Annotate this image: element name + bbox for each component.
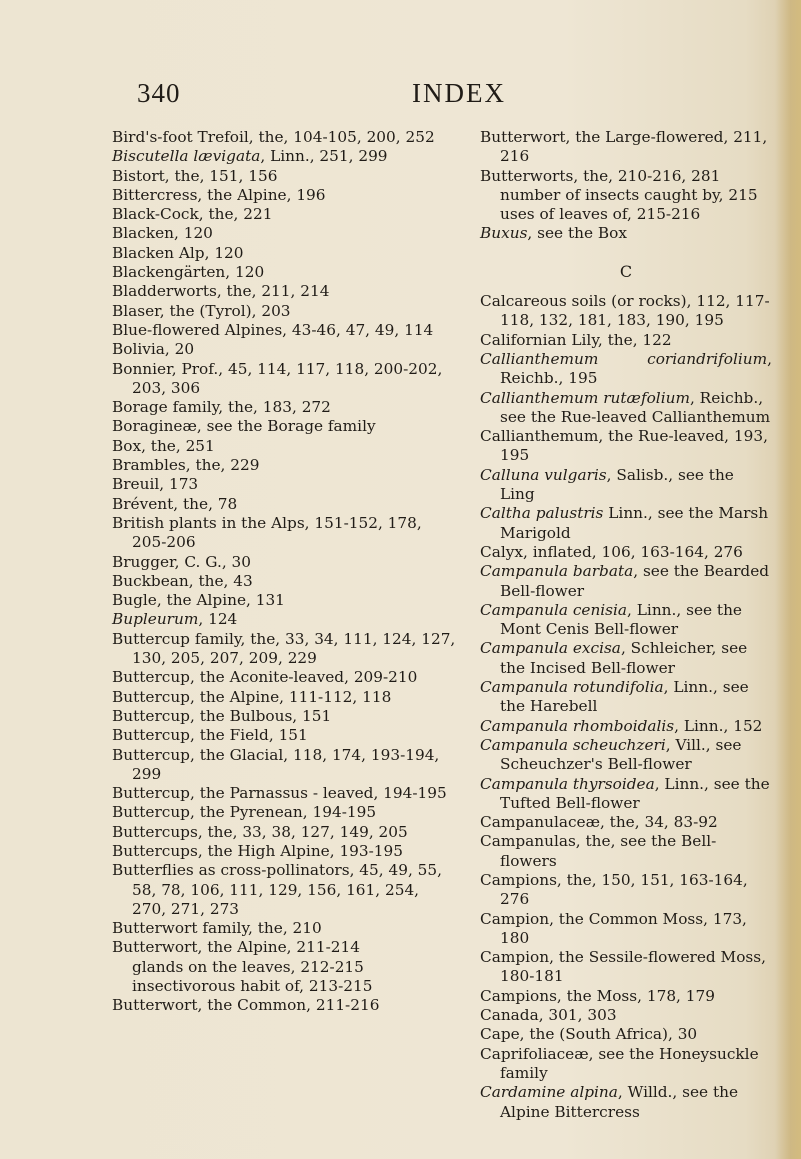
entry-text: Bittercress, the Alpine, 196 [112, 185, 326, 204]
entry-italic-term: Campanula thyrsoidea [480, 774, 655, 793]
entry-text: Californian Lily, the, 122 [480, 330, 672, 349]
index-entry [480, 717, 772, 736]
entry-text: Boragineæ, see the Borage family [112, 417, 376, 436]
index-entry [480, 1006, 772, 1025]
entry-italic-term: Callianthemum rutæfolium [480, 388, 690, 407]
entry-text: Campion, the Sessile-flowered Moss, 180-181 [480, 948, 766, 986]
entry-text: Bladderworts, the, 211, 214 [112, 282, 330, 301]
index-entry [112, 919, 456, 938]
index-entry [480, 331, 772, 350]
entry-italic-term: Campanula cenisia [480, 600, 628, 619]
index-entry [480, 639, 772, 678]
entry-text: Blacken, 120 [112, 224, 213, 243]
entry-text: C [619, 261, 633, 281]
index-entry [112, 784, 456, 803]
entry-text: Butterwort, the Common, 211-216 [112, 996, 380, 1015]
entry-italic-term: Campanula barbata [480, 562, 634, 581]
page-header [0, 78, 801, 114]
index-entry [112, 167, 456, 186]
entry-text: Buttercup, the Bulbous, 151 [112, 706, 332, 725]
index-subentry [112, 977, 456, 996]
index-entry [480, 813, 772, 832]
entry-text: , see the Bearded Bell-flower [500, 562, 770, 600]
entry-text: number of insects caught by, 215 [500, 185, 758, 204]
index-entry [480, 736, 772, 775]
entry-text: Bistort, the, 151, 156 [112, 166, 278, 185]
entry-italic-term: Campanula excisa [480, 639, 621, 658]
entry-text: , Linn., see the Mont Cenis Bell-flower [500, 600, 742, 639]
entry-text: Buttercup, the Alpine, 111-112, 118 [112, 687, 392, 706]
entry-text: Caprifoliaceæ, see the Honeysuckle family [480, 1044, 759, 1082]
index-entry [480, 948, 772, 987]
index-entry [112, 282, 456, 301]
entry-text: , 124 [198, 610, 238, 629]
index-entry [480, 1083, 772, 1122]
entry-italic-term: Caltha palustris [480, 504, 604, 523]
index-entry [112, 244, 456, 263]
index-entry [112, 572, 456, 591]
entry-text: Canada, 301, 303 [480, 1006, 617, 1025]
index-entry [112, 707, 456, 726]
entry-text: Brévent, the, 78 [112, 494, 238, 513]
entry-text: Bolivia, 20 [112, 340, 195, 359]
index-entry [112, 128, 456, 147]
entry-text: , Reichb., see the Rue-leaved Callianthemum [500, 388, 771, 426]
entry-text: Campions, the, 150, 151, 163-164, 276 [480, 870, 748, 909]
entry-text: , Willd., see the Alpine Bittercress [500, 1083, 738, 1121]
index-entry [112, 842, 456, 861]
entry-text: , Linn., see the Harebell [500, 678, 749, 716]
entry-text: , Linn., 152 [674, 716, 763, 735]
index-entry [480, 167, 772, 186]
entry-text: Callianthemum, the Rue-leaved, 193, 195 [480, 427, 768, 465]
entry-text: Buttercup, the Field, 151 [112, 726, 308, 745]
entry-text: Campions, the Moss, 178, 179 [480, 986, 715, 1005]
entry-text: Butterflies as cross-pollinators, 45, 49, 55, 58, 78, 106, 111, 129, 156, 161, 254, 270, 271, 273 [112, 861, 443, 918]
entry-text: Bonnier, Prof., 45, 114, 117, 118, 200-202, 203, 306 [112, 359, 443, 397]
index-column-left [112, 128, 456, 1016]
entry-italic-term: Campanula scheuchzeri [480, 735, 666, 754]
index-entry [112, 746, 456, 785]
index-subentry [112, 958, 456, 977]
index-entry [112, 610, 456, 629]
index-entry [480, 832, 772, 871]
entry-text: Borage family, the, 183, 272 [112, 398, 331, 417]
entry-text: Breuil, 173 [112, 475, 199, 494]
index-entry [480, 562, 772, 601]
entry-text: Black-Cock, the, 221 [112, 205, 273, 224]
page-number: 340 [137, 78, 181, 108]
index-entry [480, 350, 772, 389]
index-entry [112, 456, 456, 475]
index-entry [480, 427, 772, 466]
index-entry [480, 678, 772, 717]
entry-italic-term: Campanula rotundifolia [480, 678, 664, 697]
entry-text: Buttercup, the Parnassus - leaved, 194-195 [112, 784, 447, 803]
index-entry [480, 910, 772, 949]
entry-text: Butterworts, the, 210-216, 281 [480, 166, 721, 185]
index-entry [480, 1025, 772, 1044]
entry-text: Buckbean, the, 43 [112, 571, 253, 590]
index-entry [112, 475, 456, 494]
index-entry [480, 389, 772, 428]
entry-text: Cape, the (South Africa), 30 [480, 1025, 698, 1044]
entry-text: Campanulaceæ, the, 34, 83-92 [480, 813, 718, 832]
entry-text: Buttercup family, the, 33, 34, 111, 124, 127, 130, 205, 207, 209, 229 [112, 629, 456, 668]
entry-text: Butterwort, the Large-flowered, 211, 216 [480, 128, 768, 166]
entry-text: , Schleicher, see the Incised Bell-flower [500, 639, 748, 677]
entry-text: , Reichb., 195 [500, 349, 772, 388]
entry-text: Campanulas, the, see the Bell-flowers [480, 832, 717, 870]
entry-text: , see the Box [527, 224, 627, 243]
entry-text: Blue-flowered Alpines, 43-46, 47, 49, 114 [112, 320, 434, 339]
entry-italic-term: Cardamine alpina [480, 1083, 618, 1102]
index-entry [112, 263, 456, 282]
index-entry [112, 630, 456, 669]
index-entry [112, 437, 456, 456]
entry-text: Blacken Alp, 120 [112, 243, 244, 262]
index-entry [112, 321, 456, 340]
entry-text: Buttercup, the Glacial, 118, 174, 193-194, 299 [112, 745, 440, 783]
entry-italic-term: Buxus [480, 224, 528, 243]
index-subentry [480, 186, 772, 205]
running-head: INDEX [412, 78, 506, 108]
index-entry [480, 601, 772, 640]
index-entry [112, 803, 456, 822]
entry-text: glands on the leaves, 212-215 [132, 957, 364, 976]
index-entry [480, 224, 772, 243]
index-entry [112, 553, 456, 572]
index-entry [480, 987, 772, 1006]
entry-text: Campion, the Common Moss, 173, 180 [480, 909, 747, 947]
entry-text: Buttercups, the High Alpine, 193-195 [112, 841, 404, 860]
index-entry [112, 726, 456, 745]
entry-text: , Linn., 251, 299 [260, 147, 388, 166]
entry-text: British plants in the Alps, 151-152, 178, 205-206 [112, 513, 422, 552]
index-entry [112, 861, 456, 919]
entry-text: uses of leaves of, 215-216 [500, 205, 701, 224]
entry-text: Buttercup, the Aconite-leaved, 209-210 [112, 668, 418, 687]
index-entry [112, 186, 456, 205]
entry-text: Linn., see the Marsh Marigold [500, 504, 769, 542]
index-entry [112, 205, 456, 224]
index-column-right [480, 128, 772, 1122]
index-entry [480, 543, 772, 562]
index-entry [480, 871, 772, 910]
entry-text: , Salisb., see the Ling [500, 465, 734, 504]
entry-italic-term: Calluna vulgaris [480, 465, 607, 484]
index-entry [112, 224, 456, 243]
entry-text: Butterwort family, the, 210 [112, 919, 322, 938]
index-entry [112, 417, 456, 436]
entry-text: Buttercup, the Pyrenean, 194-195 [112, 803, 377, 822]
entry-italic-term: Callianthemum coriandrifolium [480, 349, 768, 368]
entry-text: Buttercups, the, 33, 38, 127, 149, 205 [112, 822, 408, 841]
index-entry [112, 668, 456, 687]
entry-text: , Vill., see Scheuchzer's Bell-flower [500, 735, 742, 774]
index-entry [480, 504, 772, 543]
entry-italic-term: Biscutella lævigata [112, 147, 261, 166]
entry-text: Bird's-foot Trefoil, the, 104-105, 200, 252 [112, 128, 435, 146]
index-entry [112, 591, 456, 610]
index-entry [480, 292, 772, 331]
entry-text: Butterwort, the Alpine, 211-214 [112, 938, 360, 957]
index-entry [112, 996, 456, 1015]
entry-text: Blackengärten, 120 [112, 263, 265, 282]
entry-text: Bugle, the Alpine, 131 [112, 591, 285, 610]
index-subentry [480, 205, 772, 224]
entry-text: , Linn., see the Tufted Bell-flower [500, 774, 770, 812]
entry-text: Blaser, the (Tyrol), 203 [112, 301, 291, 320]
index-letter-heading [480, 262, 772, 281]
index-entry [112, 302, 456, 321]
entry-italic-term: Campanula rhomboidalis [480, 716, 675, 735]
entry-text: Box, the, 251 [112, 436, 215, 455]
entry-text: Calcareous soils (or rocks), 112, 117-118, 132, 181, 183, 190, 195 [480, 292, 770, 330]
index-entry [112, 340, 456, 359]
index-entry [112, 938, 456, 957]
index-entry [112, 514, 456, 553]
index-entry [480, 775, 772, 814]
entry-text: Calyx, inflated, 106, 163-164, 276 [480, 542, 743, 561]
page-edge-shadow [775, 0, 801, 1159]
index-entry [112, 398, 456, 417]
entry-text: Brambles, the, 229 [112, 456, 260, 475]
index-entry [112, 147, 456, 166]
index-entry [480, 1045, 772, 1084]
index-entry [480, 466, 772, 505]
index-entry [112, 360, 456, 399]
index-entry [480, 128, 772, 167]
index-entry [112, 495, 456, 514]
entry-italic-term: Bupleurum [112, 610, 199, 629]
index-entry [112, 823, 456, 842]
entry-text: Brugger, C. G., 30 [112, 552, 252, 571]
index-entry [112, 688, 456, 707]
entry-text: insectivorous habit of, 213-215 [132, 977, 373, 996]
